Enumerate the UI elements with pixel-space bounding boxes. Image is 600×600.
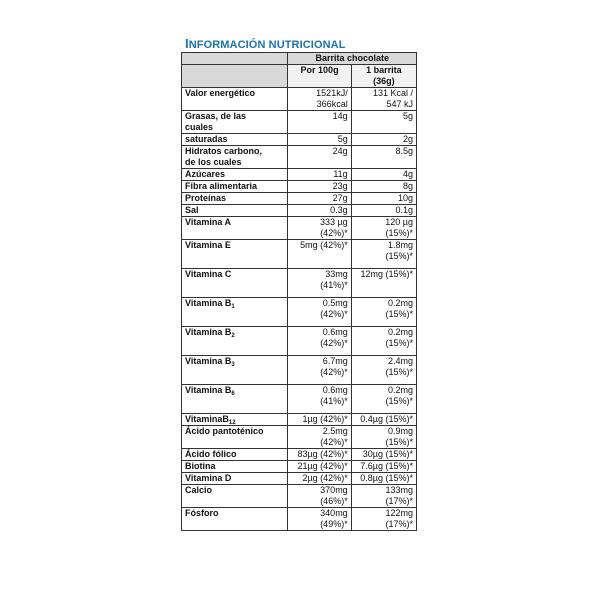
- value-per-100g: [288, 193, 351, 205]
- nutrient-name-line: [185, 327, 284, 338]
- value-per-bar: [351, 134, 416, 146]
- nutrient-name: [182, 240, 288, 269]
- value-per-100g-line: (42%)*: [320, 228, 348, 238]
- value-per-bar: [351, 217, 416, 240]
- table-row: [182, 205, 417, 217]
- title-rest: NFORMACIÓN NUTRICIONAL: [188, 39, 346, 51]
- nutrient-name: [182, 269, 288, 298]
- value-per-bar: [351, 327, 416, 356]
- value-per-100g-line: 0.6mg: [322, 327, 348, 337]
- nutrient-name-line: Azúcares: [185, 169, 226, 179]
- value-per-100g-line: 21µg (42%)*: [297, 461, 348, 471]
- nutrient-name: [182, 485, 288, 508]
- value-per-bar: [351, 269, 416, 298]
- nutrient-subscript: 2: [231, 333, 235, 339]
- nutrient-name: [182, 88, 288, 111]
- value-per-bar-line: 0.2mg: [387, 298, 413, 308]
- value-per-bar: [351, 193, 416, 205]
- value-per-100g-line: (46%)*: [320, 496, 348, 506]
- value-per-bar-line: 133mg: [385, 485, 413, 495]
- nutrient-name-text: Vitamina B: [185, 356, 232, 366]
- value-per-bar-line: 0.8µg (15%)*: [360, 473, 413, 483]
- title-initial: I: [185, 36, 189, 51]
- value-per-bar-line: 2.4mg: [387, 356, 413, 366]
- page-title: [185, 36, 346, 51]
- value-per-100g-line: (42%)*: [320, 437, 348, 447]
- table-row: [182, 217, 417, 240]
- table-row: [182, 181, 417, 193]
- nutrient-name-line: Hidratos carbono,: [185, 146, 263, 156]
- value-per-bar-line: 4g: [402, 169, 413, 179]
- value-per-100g: [288, 88, 351, 111]
- value-per-100g-line: 0.5mg: [322, 298, 348, 308]
- value-per-100g-line: 1µg (42%)*: [302, 414, 348, 424]
- value-per-100g: [288, 461, 351, 473]
- nutrient-name-line: Fósforo: [185, 508, 219, 518]
- value-per-bar-line: 12mg (15%)*: [360, 269, 413, 279]
- value-per-100g: [288, 240, 351, 269]
- value-per-bar-line: 0.1g: [395, 205, 413, 215]
- value-per-100g-line: (42%)*: [320, 309, 348, 319]
- value-per-100g-line: 0.3g: [330, 205, 348, 215]
- value-per-100g-line: 27g: [332, 193, 348, 203]
- value-per-bar-line: 10g: [397, 193, 413, 203]
- value-per-bar: [351, 205, 416, 217]
- table-header-columns-row: [182, 65, 417, 88]
- table-row: [182, 88, 417, 111]
- table-row: [182, 327, 417, 356]
- nutrient-name-line: [185, 298, 284, 309]
- value-per-bar-line: (15%)*: [385, 309, 413, 319]
- value-per-100g: [288, 508, 351, 531]
- table-row: [182, 134, 417, 146]
- table-body: [182, 88, 417, 531]
- value-per-100g: [288, 473, 351, 485]
- header-per-bar-line1: 1 barrita: [366, 65, 402, 75]
- value-per-100g: [288, 217, 351, 240]
- value-per-100g: [288, 449, 351, 461]
- value-per-bar-line: 7.6µg (15%)*: [360, 461, 413, 471]
- table-row: [182, 449, 417, 461]
- table-row: [182, 298, 417, 327]
- nutrient-name: [182, 111, 288, 134]
- table-row: [182, 111, 417, 134]
- nutrient-name-line: [185, 414, 284, 425]
- value-per-100g-line: 5mg (42%)*: [300, 240, 348, 250]
- value-per-bar: [351, 146, 416, 169]
- value-per-100g: [288, 485, 351, 508]
- table-row: [182, 485, 417, 508]
- nutrient-name-line: Ácido fólico: [185, 449, 237, 459]
- table-row: [182, 193, 417, 205]
- nutrient-name-line: Fibra alimentaria: [185, 181, 258, 191]
- value-per-100g: [288, 414, 351, 426]
- value-per-100g-line: 23g: [332, 181, 348, 191]
- nutrient-name: [182, 205, 288, 217]
- value-per-100g-line: 11g: [333, 169, 348, 179]
- value-per-bar: [351, 426, 416, 449]
- nutrient-name-text: Vitamina B: [185, 298, 232, 308]
- value-per-bar-line: 131 Kcal /: [372, 88, 413, 98]
- value-per-bar-line: 0.9mg: [387, 426, 413, 436]
- nutrient-name: [182, 508, 288, 531]
- value-per-bar: [351, 88, 416, 111]
- nutrient-name: [182, 181, 288, 193]
- nutrient-name-line: Vitamina E: [185, 240, 231, 250]
- value-per-100g-line: 33mg: [325, 269, 348, 279]
- header-per-bar-line2: (36g): [373, 76, 395, 86]
- nutrient-name: [182, 134, 288, 146]
- table-row: [182, 240, 417, 269]
- value-per-100g: [288, 134, 351, 146]
- value-per-100g-line: 5g: [337, 134, 348, 144]
- nutrient-name-line: Calcio: [185, 485, 213, 495]
- value-per-100g-line: 2.5mg: [322, 426, 348, 436]
- nutrient-name: [182, 356, 288, 385]
- table-row: [182, 473, 417, 485]
- value-per-100g-line: 0.6mg: [322, 385, 348, 395]
- value-per-100g-line: 6.7mg: [322, 356, 348, 366]
- nutrient-name-line: cuales: [185, 122, 214, 132]
- value-per-100g-line: (42%)*: [320, 367, 348, 377]
- value-per-bar: [351, 298, 416, 327]
- value-per-bar-line: 8g: [402, 181, 413, 191]
- value-per-100g-line: (49%)*: [320, 519, 348, 529]
- value-per-bar: [351, 385, 416, 414]
- table-header-group-row: [182, 53, 417, 65]
- nutrient-name-line: [185, 356, 284, 367]
- nutrient-name-line: Sal: [185, 205, 199, 215]
- nutrient-name: [182, 414, 288, 426]
- value-per-bar-line: (17%)*: [385, 496, 413, 506]
- value-per-bar-line: 122mg: [385, 508, 413, 518]
- value-per-bar-line: 2g: [402, 134, 413, 144]
- value-per-100g-line: (41%)*: [320, 280, 348, 290]
- value-per-100g: [288, 327, 351, 356]
- value-per-100g-line: 333 µg: [319, 217, 348, 227]
- header-per-bar: [351, 65, 416, 88]
- value-per-bar: [351, 169, 416, 181]
- value-per-bar: [351, 111, 416, 134]
- nutrient-name-line: Vitamina D: [185, 473, 232, 483]
- nutrient-name: [182, 169, 288, 181]
- nutrient-name: [182, 298, 288, 327]
- value-per-bar: [351, 240, 416, 269]
- value-per-100g-line: (42%)*: [320, 338, 348, 348]
- value-per-100g-line: 370mg: [320, 485, 348, 495]
- value-per-100g: [288, 426, 351, 449]
- nutrient-name-line: Grasas, de las: [185, 111, 247, 121]
- value-per-bar-line: (15%)*: [385, 396, 413, 406]
- nutrient-name-line: de los cuales: [185, 157, 242, 167]
- value-per-100g-line: 340mg: [320, 508, 348, 518]
- nutrient-name-line: Ácido pantoténico: [185, 426, 264, 436]
- value-per-bar: [351, 181, 416, 193]
- value-per-bar-line: (15%)*: [385, 338, 413, 348]
- nutrient-name: [182, 217, 288, 240]
- table-row: [182, 385, 417, 414]
- value-per-100g-line: 1521kJ/: [316, 88, 348, 98]
- nutrient-subscript: 6: [231, 391, 235, 397]
- table-row: [182, 146, 417, 169]
- value-per-100g: [288, 181, 351, 193]
- value-per-bar-line: 120 µg: [385, 217, 413, 227]
- nutrient-name-line: saturadas: [185, 134, 228, 144]
- nutrient-subscript: 3: [231, 362, 235, 368]
- nutrient-name: [182, 449, 288, 461]
- nutrient-subscript: 12: [228, 420, 236, 426]
- table-row: [182, 169, 417, 181]
- nutrient-name: [182, 193, 288, 205]
- nutrient-name-text: Vitamina B: [185, 385, 232, 395]
- nutrient-subscript: 1: [231, 304, 235, 310]
- value-per-100g: [288, 356, 351, 385]
- nutrient-name: [182, 146, 288, 169]
- nutrient-name-line: [185, 385, 284, 396]
- value-per-bar-line: 0.2mg: [387, 385, 413, 395]
- table-row: [182, 508, 417, 531]
- value-per-bar: [351, 356, 416, 385]
- value-per-bar-line: 0.2mg: [387, 327, 413, 337]
- table-row: [182, 461, 417, 473]
- value-per-bar-line: (15%)*: [385, 437, 413, 447]
- nutrition-table: [181, 52, 417, 531]
- table-row: [182, 426, 417, 449]
- value-per-bar-line: 30µg (15%)*: [362, 449, 413, 459]
- value-per-bar: [351, 461, 416, 473]
- nutrient-name-text: VitaminaB: [185, 414, 229, 424]
- value-per-bar-line: 0.4µg (15%)*: [360, 414, 413, 424]
- nutrient-name: [182, 426, 288, 449]
- value-per-100g-line: 2µg (42%)*: [302, 473, 348, 483]
- table-row: [182, 269, 417, 298]
- nutrient-name: [182, 327, 288, 356]
- table-row: [182, 414, 417, 426]
- value-per-100g: [288, 169, 351, 181]
- value-per-bar-line: 1.8mg: [387, 240, 413, 250]
- nutrient-name: [182, 461, 288, 473]
- value-per-bar-line: 8.5g: [395, 146, 413, 156]
- value-per-100g: [288, 269, 351, 298]
- nutrient-name: [182, 473, 288, 485]
- value-per-bar-line: (15%)*: [385, 251, 413, 261]
- value-per-bar-line: (15%)*: [385, 367, 413, 377]
- table-row: [182, 356, 417, 385]
- nutrient-name-text: Vitamina B: [185, 327, 232, 337]
- value-per-100g-line: 24g: [332, 146, 348, 156]
- nutrient-name-line: Proteínas: [185, 193, 227, 203]
- value-per-100g-line: (41%)*: [320, 396, 348, 406]
- value-per-bar: [351, 485, 416, 508]
- value-per-bar: [351, 473, 416, 485]
- value-per-100g-line: 14g: [332, 111, 348, 121]
- value-per-bar-line: (17%)*: [385, 519, 413, 529]
- value-per-bar-line: 5g: [402, 111, 413, 121]
- header-product-name: Barrita chocolate: [288, 53, 417, 65]
- value-per-bar: [351, 449, 416, 461]
- value-per-100g: [288, 111, 351, 134]
- value-per-100g: [288, 205, 351, 217]
- header-per-100g: Por 100g: [288, 65, 351, 88]
- value-per-100g: [288, 298, 351, 327]
- value-per-bar: [351, 508, 416, 531]
- value-per-100g-line: 83µg (42%)*: [297, 449, 348, 459]
- value-per-100g-line: 366kcal: [316, 99, 348, 109]
- nutrient-name-line: Biotina: [185, 461, 216, 471]
- header-blank-cell: [182, 65, 288, 88]
- value-per-100g: [288, 385, 351, 414]
- nutrient-name-line: Vitamina C: [185, 269, 232, 279]
- value-per-bar: [351, 414, 416, 426]
- value-per-bar-line: (15%)*: [385, 228, 413, 238]
- nutrient-name-line: Valor energético: [185, 88, 256, 98]
- value-per-bar-line: 547 kJ: [386, 99, 413, 109]
- nutrient-name: [182, 385, 288, 414]
- nutrient-name-line: Vitamina A: [185, 217, 232, 227]
- header-blank-cell: [182, 53, 288, 65]
- value-per-100g: [288, 146, 351, 169]
